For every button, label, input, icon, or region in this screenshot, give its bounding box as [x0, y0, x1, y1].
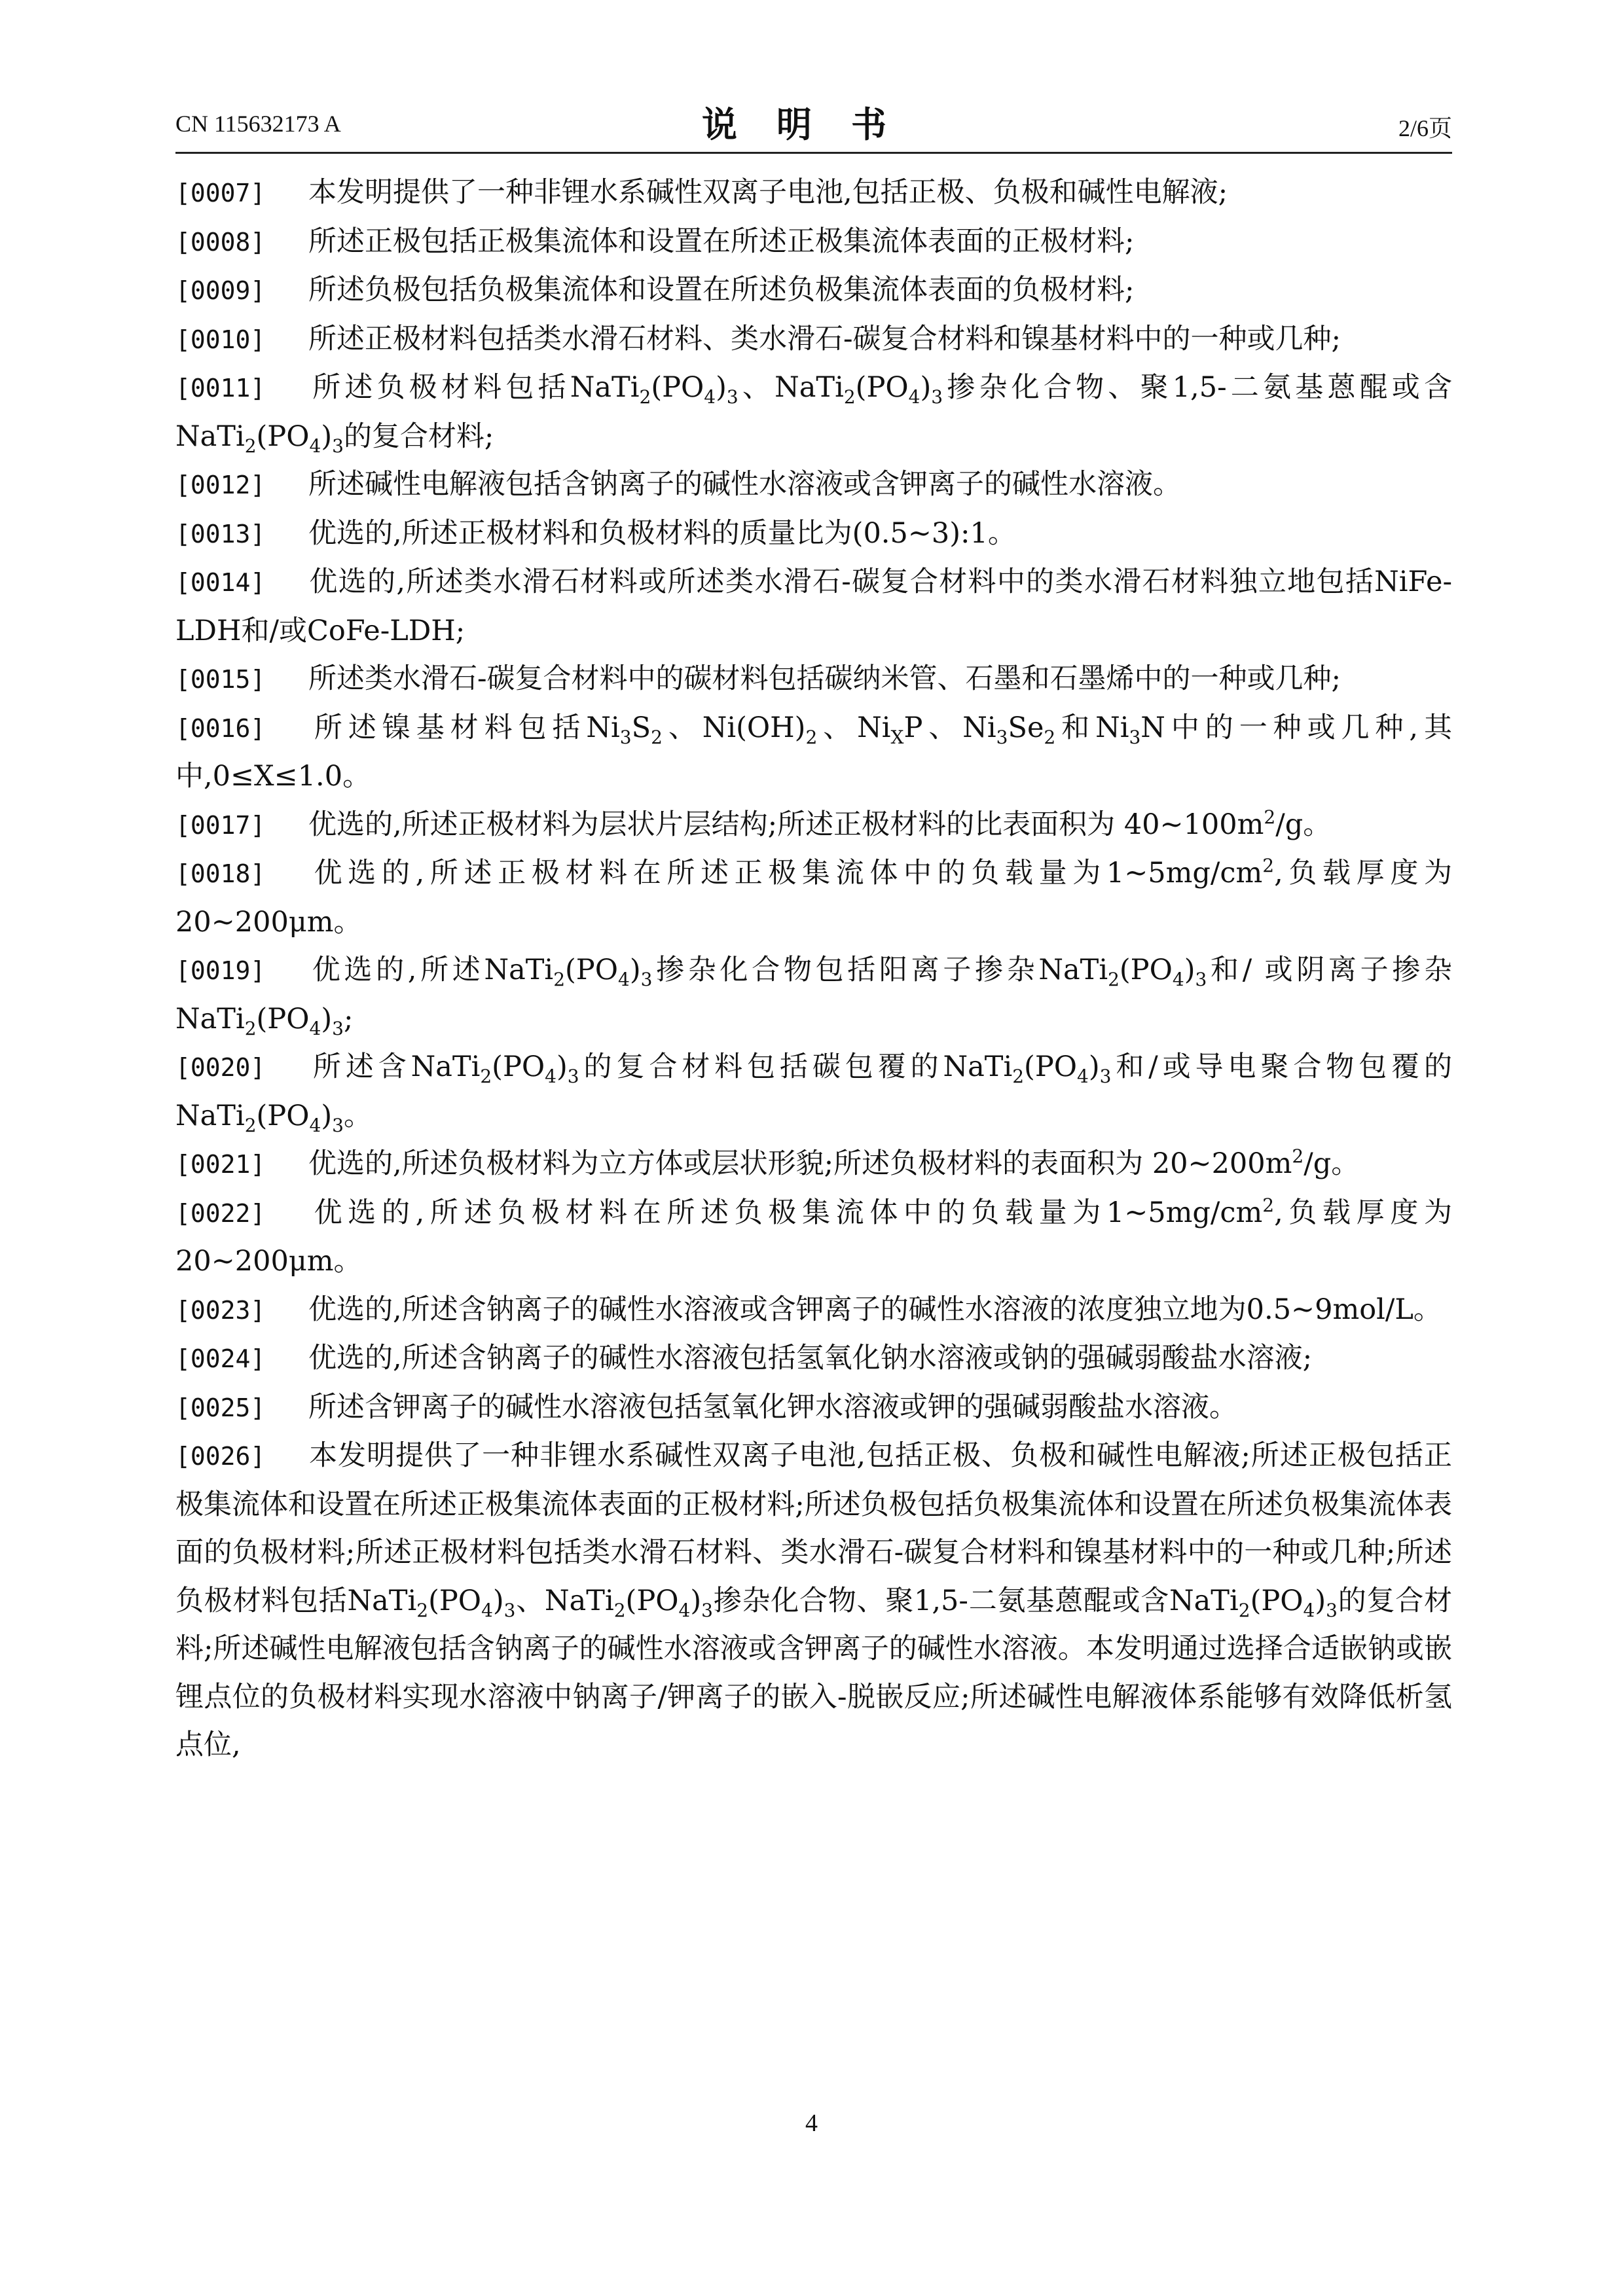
paragraph-text: 优选的,所述$NaTi_2(PO_4)_3$掺杂化合物包括阳离子掺杂$NaTi_2(PO_4)_3$和/ 或阴离子掺杂$NaTi_2(PO_4)_3$; [175, 954, 1452, 1039]
paragraph-number: [0017] [175, 810, 266, 840]
paragraph-number: [0015] [175, 665, 266, 694]
paragraph [175, 1384, 1452, 1433]
paragraph [175, 218, 1452, 267]
paragraph-number: [0008] [175, 227, 266, 257]
paragraph-text: 所述正极材料包括类水滑石材料、类水滑石-碳复合材料和镍基材料中的一种或几种; [308, 322, 1341, 355]
paragraph [175, 510, 1452, 559]
paragraph [175, 1335, 1452, 1384]
paragraph-number: [0025] [175, 1393, 266, 1422]
document-title: 说明书 [702, 103, 926, 145]
paragraph-text: 本发明提供了一种非锂水系碱性双离子电池,包括正极、负极和碱性电解液; [308, 176, 1228, 209]
paragraph [175, 1432, 1452, 1770]
paragraph-text: 所述镍基材料包括$Ni_3S_2$、$Ni(OH)_2$、$Ni_XP$、$Ni_3Se_2$和$Ni_3N$中的一种或几种,其中,0≤X≤1.0。 [175, 711, 1452, 793]
page-indicator: 2/6页 [1398, 115, 1452, 141]
paragraph [175, 315, 1452, 365]
document-body [175, 169, 1452, 1770]
paragraph-text: 优选的,所述含钠离子的碱性水溶液或含钾离子的碱性水溶液的浓度独立地为0.5~9mol/L。 [308, 1293, 1442, 1326]
paragraph-number: [0021] [175, 1150, 266, 1179]
paragraph [175, 801, 1452, 850]
paragraph-text: 所述正极包括正极集流体和设置在所述正极集流体表面的正极材料; [308, 224, 1135, 258]
paragraph [175, 558, 1452, 655]
paragraph-number: [0022] [175, 1198, 266, 1228]
paragraph-text: 优选的,所述负极材料在所述负极集流体中的负载量为$1\sim 5mg/cm^2$,负载厚度为20~200μm。 [175, 1194, 1453, 1278]
paragraph-text: 本发明提供了一种非锂水系碱性双离子电池,包括正极、负极和碱性电解液;所述正极包括正极集流体和设置在所述正极集流体表面的正极材料;所述负极包括负极集流体和设置在所述负极集流体表面的负极材料;所述正极材料包括类水滑石材料、类水滑石-碳复合材料和镍基材料中的一种或几种;所述负极材料包括$NaTi_2(PO_4)_3$、$NaTi_2(PO_4)_3$掺杂化合物、聚1,5-二氨基蒽醌或含$NaTi_2(PO_4)_3$的复合材料;所述碱性电解液包括含钠离子的碱性水溶液或含钾离子的碱性水溶液。本发明通过选择合适嵌钠或嵌锂点位的负极材料实现水溶液中钠离子/钾离子的嵌入-脱嵌反应;所述碱性电解液体系能够有效降低析氢点位, [175, 1439, 1453, 1761]
paragraph-text: 优选的,所述含钠离子的碱性水溶液包括氢氧化钠水溶液或钠的强碱弱酸盐水溶液; [308, 1342, 1313, 1374]
paragraph-number: [0007] [175, 179, 266, 207]
paragraph-text: 所述碱性电解液包括含钠离子的碱性水溶液或含钾离子的碱性水溶液。 [308, 468, 1181, 501]
paragraph-number: [0013] [175, 519, 266, 548]
page-number: 4 [805, 2109, 818, 2137]
paragraph-text: 优选的,所述类水滑石材料或所述类水滑石-碳复合材料中的类水滑石材料独立地包括NiFe-LDH和/或CoFe-LDH; [175, 565, 1452, 647]
paragraph-number: [0023] [175, 1295, 266, 1325]
paragraph-number: [0019] [175, 956, 266, 985]
paragraph-number: [0011] [175, 374, 266, 403]
paragraph-number: [0020] [175, 1053, 266, 1082]
paragraph-number: [0010] [175, 325, 266, 354]
paragraph [175, 655, 1452, 704]
paragraph-text: 所述含钾离子的碱性水溶液包括氢氧化钾水溶液或钾的强碱弱酸盐水溶液。 [308, 1390, 1237, 1424]
page-header [175, 97, 1452, 149]
paragraph [175, 1286, 1452, 1335]
paragraph-text: 优选的,所述负极材料为立方体或层状形貌;所述负极材料的表面积为 $20\sim 200m^2/g$。 [308, 1145, 1360, 1180]
paragraph [175, 169, 1452, 218]
paragraph-number: [0014] [175, 568, 266, 597]
paragraph-text: 所述负极包括负极集流体和设置在所述负极集流体表面的负极材料; [308, 274, 1135, 306]
paragraph-text: 优选的,所述正极材料为层状片层结构;所述正极材料的比表面积为 $40\sim 100m^2/g$。 [308, 806, 1332, 841]
patent-number: CN 115632173 A [175, 111, 341, 137]
paragraph-number: [0026] [175, 1442, 266, 1471]
paragraph-text: 所述负极材料包括$NaTi_2(PO_4)_3$、$NaTi_2(PO_4)_3$掺杂化合物、聚1,5-二氨基蒽醌或含$NaTi_2(PO_4)_3$的复合材料; [175, 371, 1452, 457]
header-rule [175, 152, 1452, 154]
paragraph [175, 266, 1452, 315]
paragraph [175, 364, 1452, 461]
paragraph [175, 850, 1452, 946]
paragraph [175, 704, 1452, 801]
paragraph-text: 优选的,所述正极材料和负极材料的质量比为(0.5~3):1。 [308, 516, 1016, 550]
paragraph [175, 461, 1452, 510]
paragraph-number: [0024] [175, 1344, 266, 1373]
paragraph [175, 1043, 1452, 1140]
paragraph [175, 1189, 1452, 1286]
paragraph [175, 1140, 1452, 1189]
paragraph-text: 所述含$NaTi_2(PO_4)_3$的复合材料包括碳包覆的$NaTi_2(PO_4)_3$和/或导电聚合物包覆的$NaTi_2(PO_4)_3$。 [175, 1050, 1452, 1136]
paragraph [175, 946, 1452, 1043]
paragraph-number: [0009] [175, 276, 266, 305]
paragraph-number: [0016] [175, 713, 266, 743]
paragraph-number: [0012] [175, 471, 266, 499]
paragraph-text: 优选的,所述正极材料在所述正极集流体中的负载量为$1\sim 5mg/cm^2$,负载厚度为20~200μm。 [175, 855, 1453, 939]
paragraph-text: 所述类水滑石-碳复合材料中的碳材料包括碳纳米管、石墨和石墨烯中的一种或几种; [308, 662, 1341, 695]
paragraph-number: [0018] [175, 859, 266, 888]
